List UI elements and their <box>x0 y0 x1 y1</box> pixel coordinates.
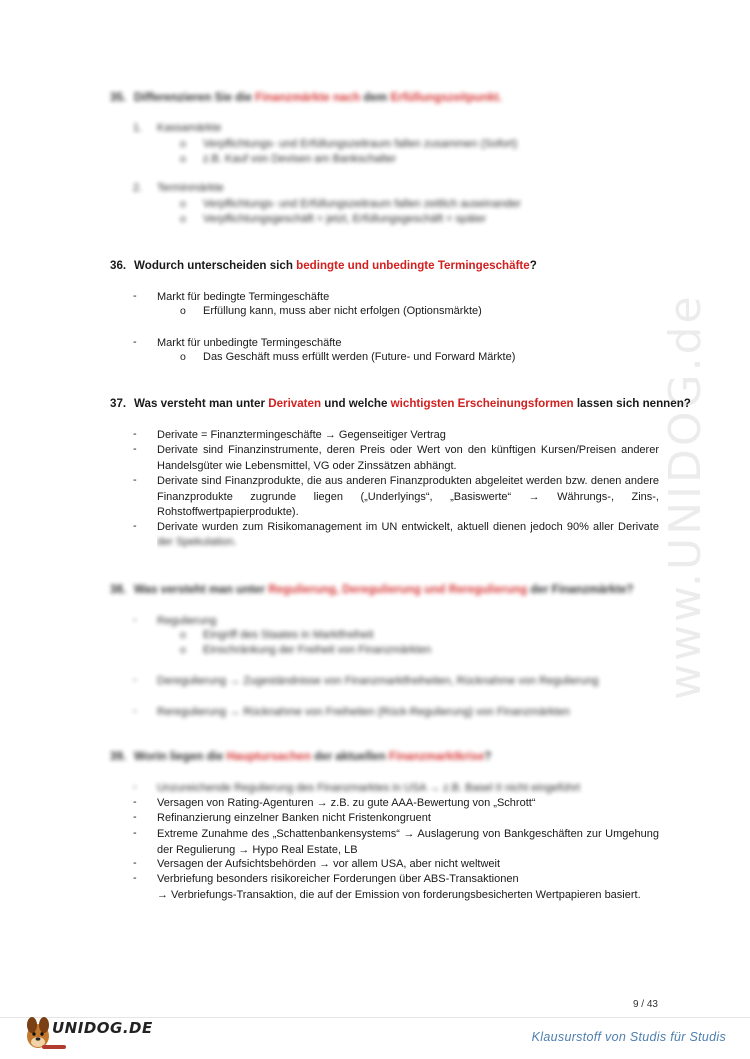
list-item-number: 1. <box>133 122 143 134</box>
list-item: Derivate wurden zum Risikomanagement im UN entwickelt, aktuell dienen jedoch 90% aller Derivate der Spekulation. <box>157 521 659 548</box>
document-page: www.UNIDOG.de 35. Differenzieren Sie die Finanzmärkte nach dem Erfüllungszeitpunkt. 1. Kassamärkte o Verpflichtungs- und Erfüllungszeitraum fallen zusammen (Sofort) o z.B. Kauf von Devisen am Bankschalter 2. Terminmärkte o Verpflichtungs- und Erfüllungszeitraum fallen zeitlich auseinander o Verpflichtungsgeschäft = jetzt, Erfüllungsgeschäft = später 36. Wodurch unterscheiden sich bedingte und unbedingte Termingeschäfte? - Markt für bedingte Termingeschäfte o Erfüllung kann, muss aber nicht erfolgen (Optionsmärkte) - Markt für unbedingte Termingeschäfte o Das Geschäft muss erfüllt werden (Future- und Forward Märkte) 37. Was versteht man unter Derivaten und welche wichtigsten Erscheinungsformen lassen sich nennen? - Derivate = Finanztermingeschäfte → Gegenseitiger Vertrag - Derivate sind Finanzinstrumente, deren Preis oder Wert von den künftigen Kursen/Preisen anderer Handelsgüter wie Lebensmittel, VG oder Zinssätzen abhängt. - Derivate sind Finanzprodukte, die aus anderen Finanzprodukten abgeleitet werden bzw. denen andere Finanzprodukte zugrunde liegen („Underlyings“, „Basiswerte“ → Währungs-, Zins-, Rohstoffwertpapierprodukte). - Derivate wurden zum Risikomanagement im UN entwickelt, aktuell dienen jedoch 90% aller Derivate der Spekulation. 38. Was versteht man unter Regulierung, Deregulierung und Reregulierung der Finanzmärkte? - Regulierung o Eingriff des Staates in Marktfreiheit o Einschränkung der Freiheit von Finanzmärkten - Deregulierung → Zugeständnisse von Finanzmarktfreiheiten, Rücknahme von Regulierung - Reregulierung → Rücknahme von Freiheiten (Rück-Regulierung) von Finanzmärkten 39. Worin liegen die Hauptursachen der aktuellen Finanzmarktkrise? - Unzureichende Regulierung des Finanzmarktes in USA → z.B. Basel II nicht eingeführt - Versagen von Rating-Agenturen → z.B. zu gute AAA-Bewertung von „Schrott“ - Refinanzierung einzelner Banken nicht Fristenkongruent - Extreme Zunahme des „Schattenbankensystems“ → Auslagerung von Bankgeschäften zur Umgehung der Regulierung → Hypo Real Estate, LB - Versagen der Aufsichtsbehörden → vor allem USA, aber nicht weltweit - Verbriefung besonders risikoreicher Forderungen über ABS-Transaktionen → Verbriefungs-Transaktion, die auf der Emission von forderungsbesicherten Wertpapieren basiert. 9 / 43 UNIDOG.DE Klausurstoff von Studis für Studis <box>0 0 750 1059</box>
question-39-heading: 39. Worin liegen die Hauptursachen der aktuellen Finanzmarktkrise? <box>110 750 492 763</box>
list-item: Refinanzierung einzelner Banken nicht Fristenkongruent <box>157 812 431 824</box>
sub-item: Das Geschäft muss erfüllt werden (Future- und Forward Märkte) <box>203 351 516 363</box>
sub-item: Erfüllung kann, muss aber nicht erfolgen (Optionsmärkte) <box>203 305 482 317</box>
page-number: 9 / 43 <box>632 999 658 1010</box>
list-item: Kassamärkte <box>157 122 222 134</box>
question-38-heading: 38. Was versteht man unter Regulierung, Deregulierung und Reregulierung der Finanzmärkte? <box>110 583 634 596</box>
watermark: www.UNIDOG.de <box>660 293 711 700</box>
list-item: Verbriefung besonders risikoreicher Forderungen über ABS-Transaktionen <box>157 873 519 885</box>
question-36-heading: 36. Wodurch unterscheiden sich bedingte und unbedingte Termingeschäfte? <box>110 259 537 272</box>
list-item: Unzureichende Regulierung des Finanzmarktes in USA → z.B. Basel II nicht eingeführt <box>157 782 581 794</box>
sub-item: Eingriff des Staates in Marktfreiheit <box>203 629 374 641</box>
list-item-number: 2. <box>133 182 143 194</box>
sub-item: Verpflichtungs- und Erfüllungszeitraum fallen zeitlich auseinander <box>203 198 521 210</box>
logo-wordmark: UNIDOG.DE <box>52 1019 153 1037</box>
sub-item: z.B. Kauf von Devisen am Bankschalter <box>203 153 397 165</box>
sub-item: Verpflichtungs- und Erfüllungszeitraum fallen zusammen (Sofort) <box>203 138 518 150</box>
list-item: Terminmärkte <box>157 182 224 194</box>
list-item: Regulierung <box>157 615 217 627</box>
footer-tagline: Klausurstoff von Studis für Studis <box>531 1030 726 1044</box>
list-item: Reregulierung → Rücknahme von Freiheiten (Rück-Regulierung) von Finanzmärkten <box>157 706 570 718</box>
list-item: Derivate sind Finanzinstrumente, deren Preis oder Wert von den künftigen Kursen/Preisen anderer Handelsgüter wie Lebensmittel, VG oder Zinssätzen abhängt. <box>157 444 659 472</box>
list-item: Derivate = Finanztermingeschäfte → Gegenseitiger Vertrag <box>157 429 446 441</box>
sub-item: Verpflichtungsgeschäft = jetzt, Erfüllungsgeschäft = später <box>203 213 487 225</box>
list-item: Markt für bedingte Termingeschäfte <box>157 291 330 303</box>
list-item: Versagen der Aufsichtsbehörden → vor allem USA, aber nicht weltweit <box>157 858 501 870</box>
list-item: Versagen von Rating-Agenturen → z.B. zu gute AAA-Bewertung von „Schrott“ <box>157 797 536 809</box>
list-item: Extreme Zunahme des „Schattenbankensystems“ → Auslagerung von Bankgeschäften zur Umgehung der Regulierung → Hypo Real Estate, LB <box>157 828 659 856</box>
list-item: Markt für unbedingte Termingeschäfte <box>157 337 342 349</box>
list-item: Deregulierung → Zugeständnisse von Finanzmarktfreiheiten, Rücknahme von Regulierung <box>157 675 599 687</box>
list-item-continuation: → Verbriefungs-Transaktion, die auf der Emission von forderungsbesicherten Wertpapieren basiert. <box>157 889 641 901</box>
sub-item: Einschränkung der Freiheit von Finanzmärkten <box>203 644 432 656</box>
question-37-heading: 37. Was versteht man unter Derivaten und welche wichtigsten Erscheinungsformen lassen sich nennen? <box>110 397 691 410</box>
list-item: Derivate sind Finanzprodukte, die aus anderen Finanzprodukten abgeleitet werden bzw. denen andere Finanzprodukte zugrunde liegen („Underlyings“, „Basiswerte“ → Währungs-, Zins-, Rohstoffwertpapierprodukte). <box>157 475 659 518</box>
question-35-heading: 35. Differenzieren Sie die Finanzmärkte nach dem Erfüllungszeitpunkt. <box>110 91 502 104</box>
